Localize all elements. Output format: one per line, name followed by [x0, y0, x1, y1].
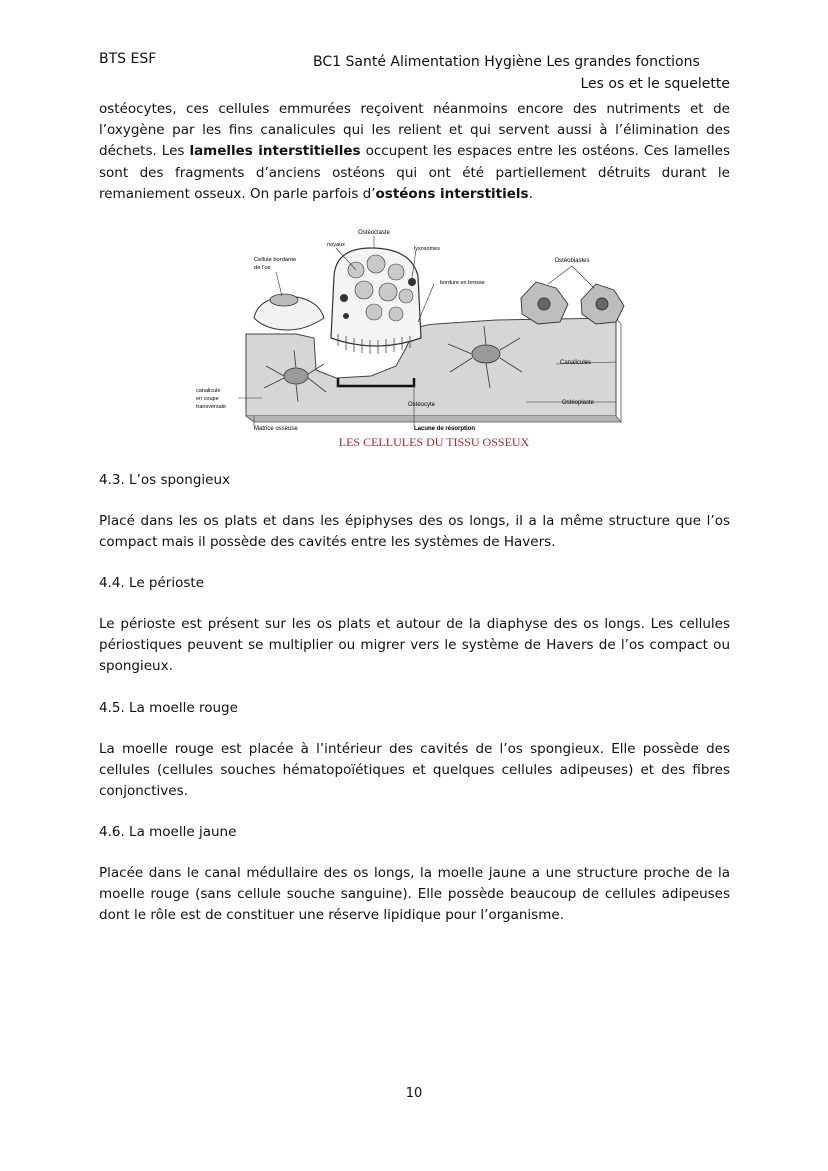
intro-text-1: ostéocytes, ces cellules emmurées reçoivent néanmoins encore des nutriments et de l’oxygène par les fins canalicules qui les relient et qui servent aussi à l’élimination des déchets. Les: [99, 101, 730, 160]
intro-paragraph: [99, 99, 730, 205]
header-subtitle: Les os et le squelette: [580, 76, 730, 92]
header-title: BC1 Santé Alimentation Hygiène Les grandes fonctions: [313, 54, 700, 70]
label-osteoplaste: Ostéoplaste: [562, 400, 595, 406]
intro-text-2: occupent les espaces entre les ostéons. Ces lamelles sont des fragments d’anciens ostéons qui ont été partiellement détruits durant le remaniement osseux. On parle parfois d’: [99, 143, 731, 202]
label-osteocyte: Ostéocyte: [408, 402, 436, 408]
section-text-moelle-rouge: La moelle rouge est placée à l’intérieur des cavités de l’os spongieux. Elle possède des cellules (cellules souches hématopoïétiques et quelques cellules adipeuses) et des fibres conjonctives.: [99, 741, 730, 800]
section-text-moelle-jaune: Placée dans le canal médullaire des os longs, la moelle jaune a une structure proche de la moelle rouge (sans cellule souche sanguine). Elle possède beaucoup de cellules adipeuses dont le rôle est de constituer une réserve lipidique pour l’organisme.: [99, 865, 730, 924]
label-lysosomes: lysosomes: [414, 246, 440, 252]
label-osteoclast: Ostéoclaste: [358, 230, 390, 236]
intro-text-3: .: [528, 185, 533, 202]
section-text-spongieux: Placé dans les os plats et dans les épiphyses des os longs, il a la même structure que l’os compact mais il possède des cavités entre les systèmes de Havers.: [99, 513, 730, 551]
label-noyaux: noyaux: [327, 242, 345, 248]
lining-cell-nucleus: [270, 294, 298, 306]
label-transversale: transversale: [196, 404, 226, 410]
section-text-perioste: Le périoste est présent sur les os plats et autour de la diaphyse des os longs. Les cellules périostiques peuvent se multiplier ou migrer vers le système de Havers de l’os compact ou spongieux.: [99, 616, 730, 675]
figure-caption: LES CELLULES DU TISSU OSSEUX: [338, 435, 530, 449]
intro-bold-2: ostéons interstitiels: [375, 185, 529, 202]
label-cellule-bordante: Cellule bordante: [254, 257, 297, 263]
label-lacune-resorption: Lacune de résorption: [414, 426, 476, 432]
header-right: [313, 51, 730, 95]
section-heading-moelle-rouge: 4.5. La moelle rouge: [99, 700, 238, 716]
label-de-los: de l'os: [254, 265, 271, 271]
label-canalicules: Canalicules: [560, 360, 592, 366]
label-matrice-osseuse: Matrice osseuse: [254, 426, 298, 432]
header-left: BTS ESF: [99, 51, 157, 67]
page-number: 10: [405, 1086, 423, 1101]
label-en-coupe: en coupe: [196, 396, 219, 402]
section-heading-perioste: 4.4. Le périoste: [99, 575, 205, 591]
intro-bold-1: lamelles interstitielles: [189, 143, 361, 160]
label-bordure-brosse: bordure en brosse: [440, 280, 485, 286]
bone-matrix-front: [246, 416, 621, 422]
bone-cells-diagram: [196, 226, 642, 456]
osteoblasts: [521, 282, 624, 324]
label-osteoblastes: Ostéoblastes: [554, 258, 590, 264]
section-heading-moelle-jaune: 4.6. La moelle jaune: [99, 824, 237, 840]
label-canalicule: canalicule: [196, 388, 221, 394]
section-heading-spongieux: 4.3. L’os spongieux: [99, 472, 231, 488]
